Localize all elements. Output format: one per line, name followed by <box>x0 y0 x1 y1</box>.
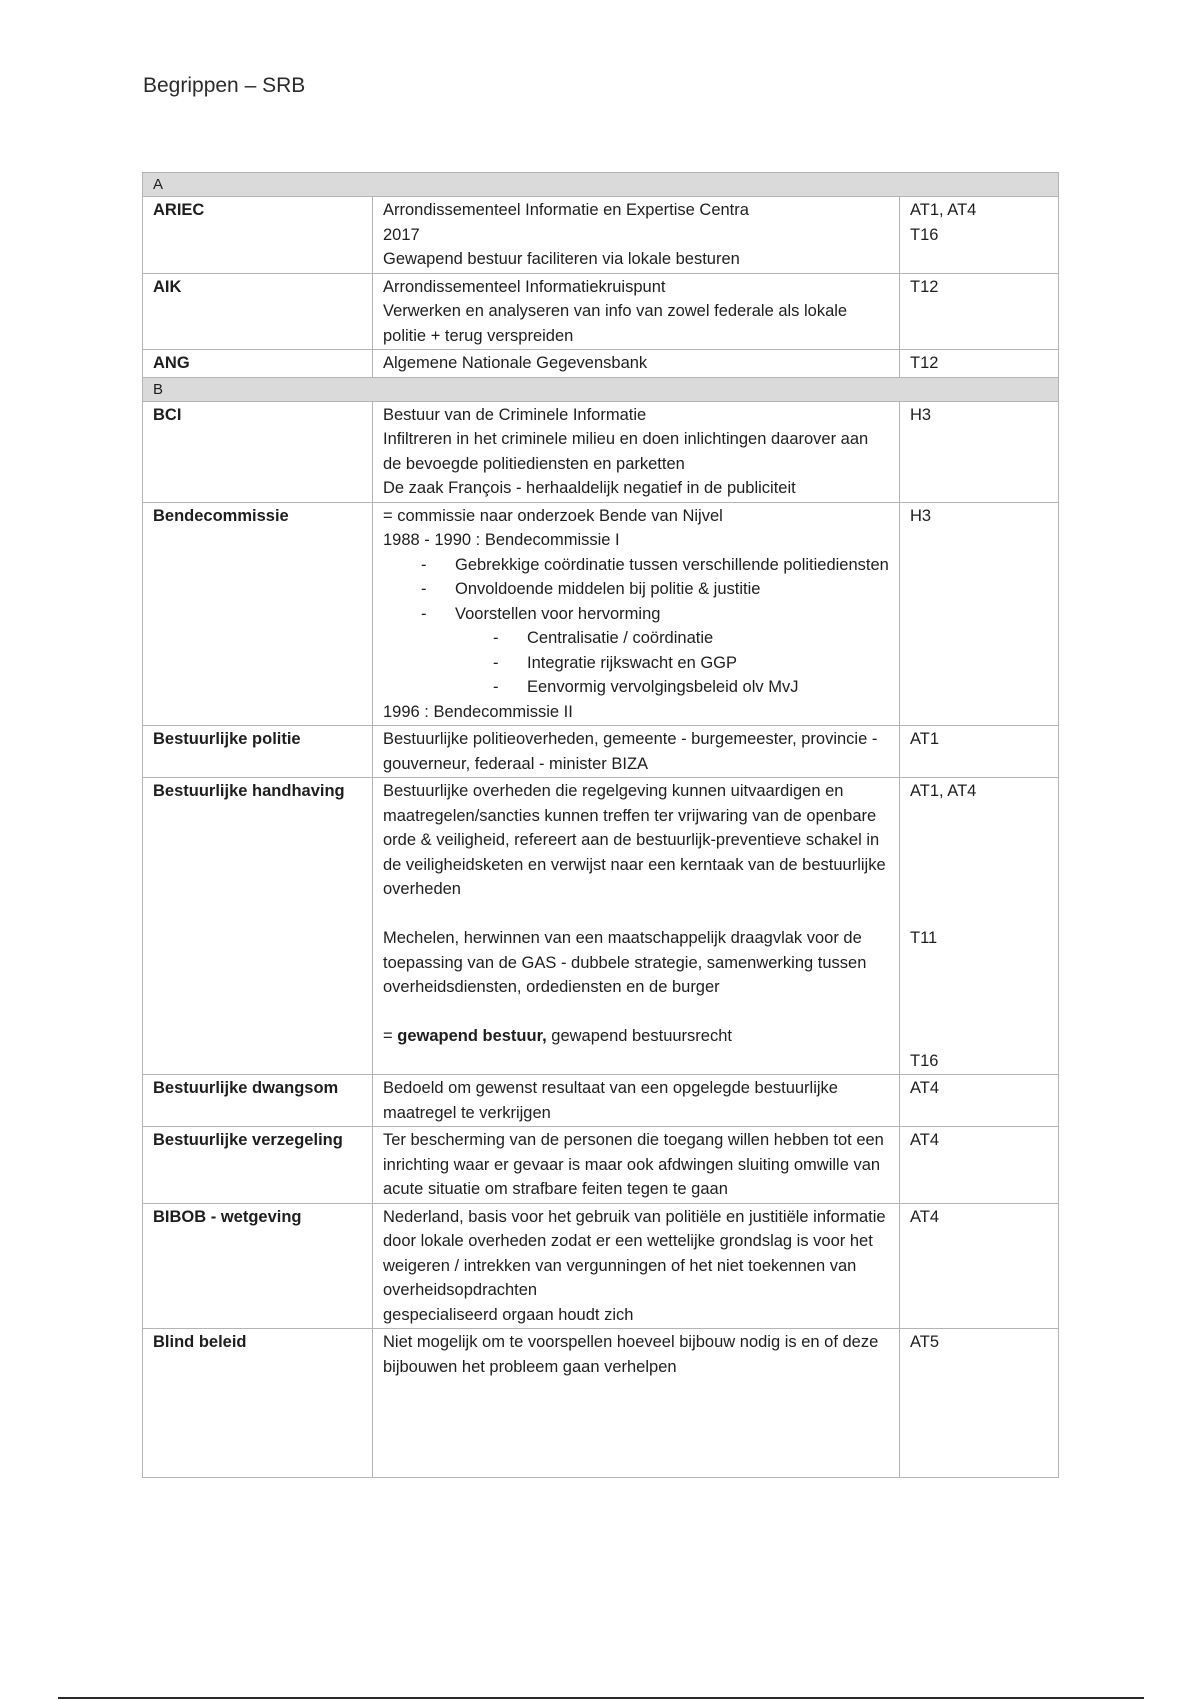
table-row <box>143 1329 1059 1478</box>
definition-line: = commissie naar onderzoek Bende van Nijvel <box>383 506 723 525</box>
sub-bullet-item <box>383 651 889 676</box>
definition-cell <box>373 778 900 1075</box>
reference-line: AT4 <box>910 1131 940 1149</box>
reference-cell <box>900 1127 1059 1204</box>
section-letter: A <box>143 173 1059 197</box>
definition-line: Mechelen, herwinnen van een maatschappelijk draagvlak voor de toepassing van de GAS - dubbele strategie, samenwerking tussen overheidsdiensten, ordediensten en de burger <box>383 929 867 996</box>
term-cell: Bendecommissie <box>143 502 373 726</box>
sub-bullet-item <box>383 626 889 651</box>
bullet-text: Eenvormig vervolgingsbeleid olv MvJ <box>527 678 799 696</box>
definition-cell <box>373 1075 900 1127</box>
reference-cell <box>900 1203 1059 1329</box>
definition-line: 2017 <box>383 225 420 244</box>
reference-line: AT5 <box>910 1333 940 1351</box>
term-cell: BCI <box>143 401 373 502</box>
reference-cell <box>900 1075 1059 1127</box>
bullet-text: Gebrekkige coördinatie tussen verschillende politiediensten <box>455 555 889 574</box>
sub-bullet-item <box>383 675 889 700</box>
term-cell: BIBOB - wetgeving <box>143 1203 373 1329</box>
reference-line: T16 <box>910 1051 939 1070</box>
document-title: Begrippen – SRB <box>143 74 306 97</box>
dash-bullet: - <box>493 678 499 696</box>
reference-line: T12 <box>910 277 939 296</box>
reference-line: H3 <box>910 506 932 525</box>
definition-cell <box>373 726 900 778</box>
dash-bullet: - <box>421 555 427 574</box>
definition-cell <box>373 401 900 502</box>
reference-line: AT4 <box>910 1207 940 1226</box>
reference-line: AT1, AT4 <box>910 201 977 219</box>
dash-bullet: - <box>493 653 499 672</box>
table-row <box>143 726 1059 778</box>
term-cell: ARIEC <box>143 197 373 274</box>
reference-cell <box>900 726 1059 778</box>
definition-line: 1988 - 1990 : Bendecommissie I <box>383 531 620 549</box>
reference-line: AT1 <box>910 730 940 748</box>
definition-line: Nederland, basis voor het gebruik van politiële en justitiële informatie door lokale overheden zodat er een wettelijke grondslag is voor het weigeren / intrekken van vergunningen of het niet toekennen van overheidsopdrachten <box>383 1207 886 1299</box>
term-cell: AIK <box>143 273 373 350</box>
definition-line: Bestuur van de Criminele Informatie <box>383 405 647 424</box>
definition-line: Niet mogelijk om te voorspellen hoeveel bijbouw nodig is en of deze bijbouwen het probleem gaan verhelpen <box>383 1333 879 1376</box>
table-row <box>143 1203 1059 1329</box>
definition-cell <box>373 502 900 726</box>
section-row-a <box>143 173 1059 197</box>
equals-prefix: = <box>383 1027 398 1045</box>
reference-line: AT1, AT4 <box>910 782 977 800</box>
table-row <box>143 1127 1059 1204</box>
reference-cell <box>900 1329 1059 1478</box>
glossary-table <box>142 172 1059 1478</box>
definition-cell <box>373 273 900 350</box>
reference-line: AT4 <box>910 1079 940 1097</box>
reference-cell <box>900 350 1059 378</box>
reference-cell <box>900 401 1059 502</box>
footer-divider <box>58 1697 1144 1699</box>
reference-line: T16 <box>910 225 939 244</box>
dash-bullet: - <box>421 604 427 623</box>
section-row-b <box>143 377 1059 401</box>
term-cell: Bestuurlijke handhaving <box>143 778 373 1075</box>
definition-line: Ter bescherming van de personen die toegang willen hebben tot een inrichting waar er gevaar is maar ook afdwingen sluiting omwille van acute situatie om strafbare feiten tegen te gaan <box>383 1131 884 1198</box>
term-cell: Blind beleid <box>143 1329 373 1478</box>
table-row <box>143 273 1059 350</box>
definition-line: Bedoeld om gewenst resultaat van een opgelegde bestuurlijke maatregel te verkrijgen <box>383 1079 838 1122</box>
bullet-text: Integratie rijkswacht en GGP <box>527 653 738 672</box>
term-cell: ANG <box>143 350 373 378</box>
reference-cell <box>900 502 1059 726</box>
bullet-text: Centralisatie / coördinatie <box>527 629 714 647</box>
definition-text: gewapend bestuursrecht <box>546 1027 732 1045</box>
bullet-item <box>383 602 889 627</box>
definition-cell <box>373 197 900 274</box>
definition-line: 1996 : Bendecommissie II <box>383 702 573 721</box>
definition-line: Algemene Nationale Gegevensbank <box>383 354 648 372</box>
definition-cell <box>373 1127 900 1204</box>
bullet-item <box>383 553 889 578</box>
reference-line: H3 <box>910 405 932 424</box>
definition-line <box>383 1024 889 1049</box>
definition-line: De zaak François - herhaaldelijk negatief in de publiciteit <box>383 479 796 497</box>
definition-cell <box>373 1203 900 1329</box>
reference-cell <box>900 197 1059 274</box>
section-letter: B <box>143 377 1059 401</box>
definition-line: Infiltreren in het criminele milieu en doen inlichtingen daarover aan de bevoegde politiediensten en parketten <box>383 430 869 473</box>
bullet-text: Onvoldoende middelen bij politie & justitie <box>455 580 761 598</box>
definition-cell <box>373 1329 900 1478</box>
bold-term: gewapend bestuur, <box>397 1027 547 1045</box>
term-cell: Bestuurlijke verzegeling <box>143 1127 373 1204</box>
definition-line: Arrondissementeel Informatie en Expertise Centra <box>383 201 749 219</box>
definition-line: Bestuurlijke overheden die regelgeving kunnen uitvaardigen en maatregelen/sancties kunnen treffen ter vrijwaring van de openbare orde & veiligheid, refereert aan de bestuurlijk-preventieve schakel in de veiligheidsketen en verwijst naar een kerntaak van de bestuurlijke overheden <box>383 782 886 898</box>
dash-bullet: - <box>493 629 499 647</box>
reference-cell <box>900 273 1059 350</box>
reference-line: T11 <box>910 929 938 947</box>
reference-cell <box>900 778 1059 1075</box>
table-row <box>143 197 1059 274</box>
table-row <box>143 778 1059 1075</box>
definition-cell <box>373 350 900 378</box>
dash-bullet: - <box>421 580 427 598</box>
table-row <box>143 1075 1059 1127</box>
definition-line: Bestuurlijke politieoverheden, gemeente - burgemeester, provincie - gouverneur, federaal - minister BIZA <box>383 730 878 773</box>
table-row <box>143 401 1059 502</box>
definition-line: Arrondissementeel Informatiekruispunt <box>383 277 666 296</box>
table-row <box>143 350 1059 378</box>
term-cell: Bestuurlijke politie <box>143 726 373 778</box>
reference-line: T12 <box>910 354 939 372</box>
bullet-item <box>383 577 889 602</box>
term-cell: Bestuurlijke dwangsom <box>143 1075 373 1127</box>
definition-line: Verwerken en analyseren van info van zowel federale als lokale politie + terug verspreiden <box>383 302 848 345</box>
definition-line: Gewapend bestuur faciliteren via lokale besturen <box>383 250 740 268</box>
definition-line: gespecialiseerd orgaan houdt zich <box>383 1305 634 1324</box>
bullet-text: Voorstellen voor hervorming <box>455 604 661 623</box>
table-row <box>143 502 1059 726</box>
